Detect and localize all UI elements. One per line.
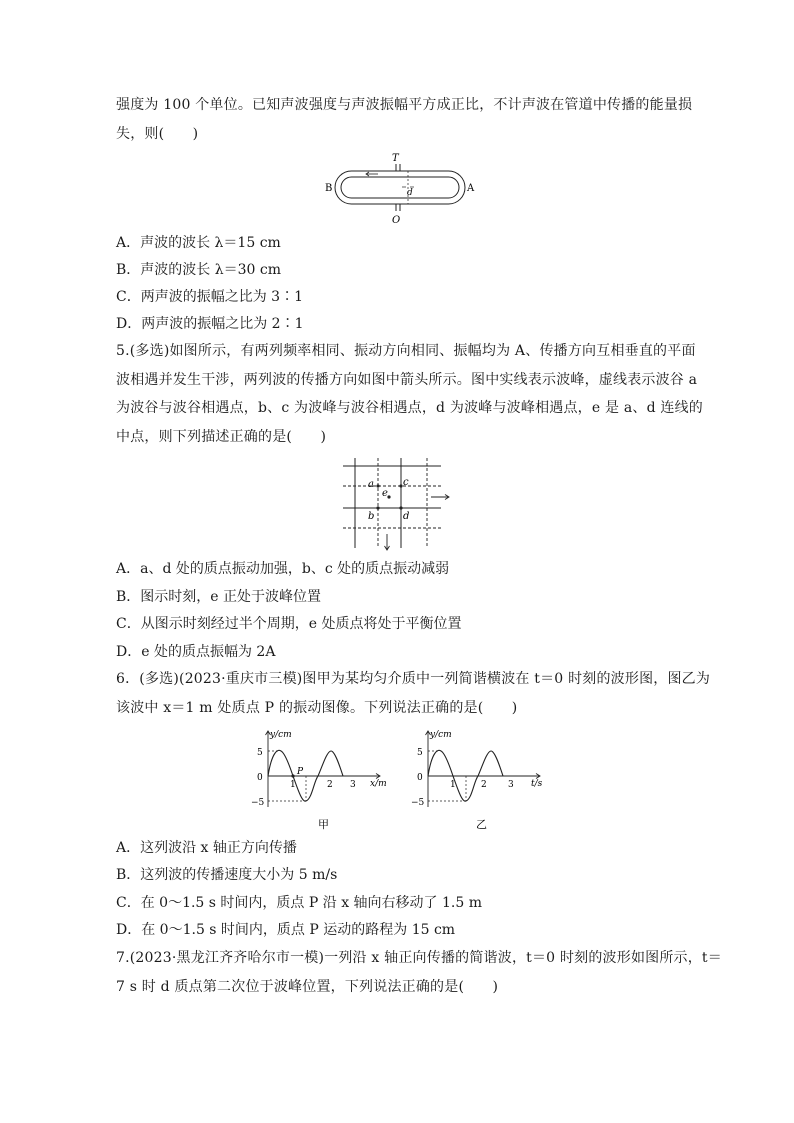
wave-xlabel: x/m [370, 779, 387, 789]
q4-option-c: C．两声波的振幅之比为 3∶1 [116, 289, 303, 305]
q5-option-c: C．从图示时刻经过半个周期，e 处质点将处于平衡位置 [116, 616, 462, 632]
wave-xtick-1: 1 [290, 780, 296, 790]
wave-ytick-5: 5 [257, 748, 263, 758]
q4-option-b: B．声波的波长 λ＝30 cm [116, 262, 281, 278]
q5-line-4: 中点，则下列描述正确的是( ) [116, 429, 327, 445]
q5-line-1: 5.(多选)如图所示，有两列频率相同、振动方向相同、振幅均为 A、传播方向互相垂直的平面 [116, 343, 696, 359]
q5-interference-diagram [335, 456, 460, 556]
q7-line-1: 7.(2023·黑龙江齐齐哈尔市一模)一列沿 x 轴正向传播的简谐波，t＝0 时刻的波形如图所示，t＝ [116, 950, 722, 966]
q5-option-b: B．图示时刻，e 正处于波峰位置 [116, 589, 322, 605]
q6-option-b: B．这列波的传播速度大小为 5 m/s [116, 867, 338, 883]
q4-option-d: D．两声波的振幅之比为 2∶1 [116, 316, 304, 332]
vib-ytick-5: 5 [417, 748, 423, 758]
q6-vibration-graph [410, 727, 550, 833]
wave-caption: 甲 [318, 818, 329, 831]
point-a: a [368, 479, 374, 490]
q6-option-a: A．这列波沿 x 轴正方向传播 [116, 840, 297, 856]
q6-line-2: 该波中 x＝1 m 处质点 P 的振动图像。下列说法正确的是( ) [116, 700, 518, 716]
point-c: c [403, 477, 409, 488]
wave-ylabel: y/cm [270, 730, 292, 740]
q4-option-a: A．声波的波长 λ＝15 cm [116, 235, 281, 251]
point-e: e [382, 488, 388, 499]
q6-option-c: C．在 0～1.5 s 时间内，质点 P 沿 x 轴向右移动了 1.5 m [116, 895, 482, 911]
label-a: A [467, 183, 475, 194]
q4-line-2: 失，则( ) [116, 126, 199, 142]
vib-xlabel: t/s [531, 779, 543, 789]
q5-option-a: A．a、d 处的质点振动加强，b、c 处的质点振动减弱 [116, 561, 450, 577]
vib-ylabel: y/cm [430, 730, 452, 740]
q5-line-2: 波相遇并发生干涉，两列波的传播方向如图中箭头所示。图中实线表示波峰，虚线表示波谷 a [116, 372, 698, 388]
wave-ytick-neg5: −5 [251, 798, 265, 808]
label-b: B [325, 183, 333, 194]
q6-wave-graph [250, 727, 390, 833]
q6-line-1: 6．(多选)(2023·重庆市三模)图甲为某均匀介质中一列简谐横波在 t＝0 时刻的波形图，图乙为 [116, 671, 711, 687]
label-d: d [407, 188, 413, 198]
vib-xtick-3: 3 [508, 780, 514, 790]
q4-line-1: 强度为 100 个单位。已知声波强度与声波振幅平方成正比，不计声波在管道中传播的能量损 [116, 97, 693, 113]
wave-xtick-3: 3 [350, 780, 356, 790]
q4-tube-diagram [320, 150, 480, 226]
wave-ytick-0: 0 [257, 773, 263, 783]
wave-point-p: P [297, 767, 304, 777]
vib-caption: 乙 [476, 818, 487, 831]
vib-xtick-2: 2 [481, 780, 487, 790]
vib-xtick-1: 1 [450, 780, 456, 790]
wave-xtick-2: 2 [327, 780, 333, 790]
q5-line-3: 为波谷与波谷相遇点，b、c 为波峰与波谷相遇点，d 为波峰与波峰相遇点，e 是 a、d 连线的 [116, 400, 704, 416]
point-d: d [403, 511, 410, 522]
q7-line-2: 7 s 时 d 质点第二次位于波峰位置，下列说法正确的是( ) [116, 979, 499, 995]
vib-ytick-0: 0 [417, 773, 423, 783]
point-b: b [368, 511, 375, 522]
q5-option-d: D．e 处的质点振幅为 2A [116, 644, 276, 660]
label-t: T [392, 153, 399, 164]
vib-ytick-neg5: −5 [411, 798, 425, 808]
q6-option-d: D．在 0～1.5 s 时间内，质点 P 运动的路程为 15 cm [116, 922, 456, 938]
label-o: O [392, 215, 401, 226]
